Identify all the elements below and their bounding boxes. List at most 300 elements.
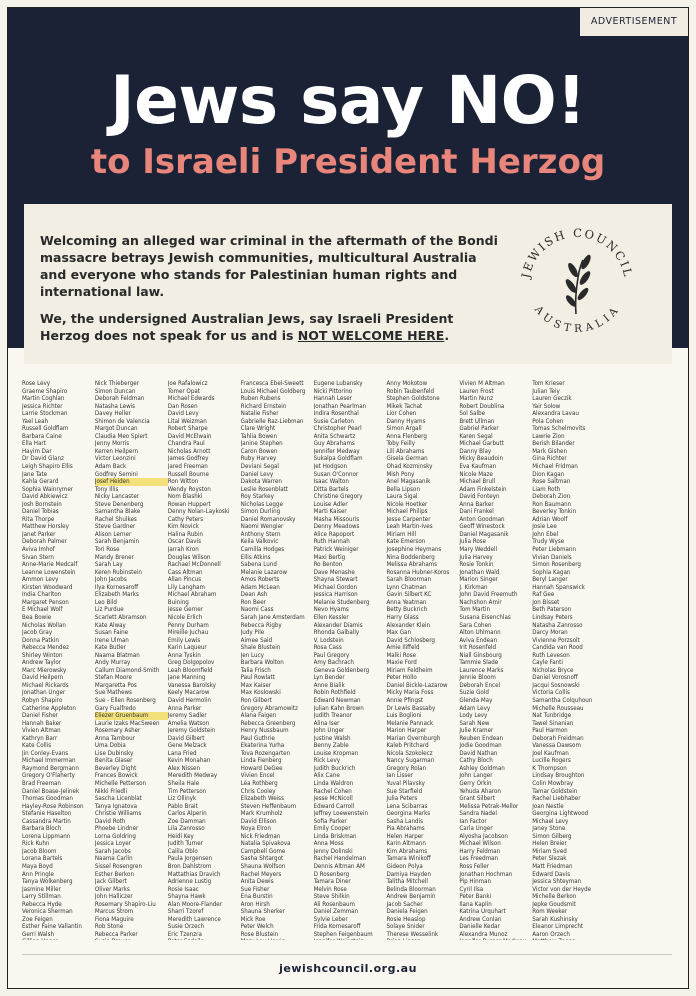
- signatory-name: Alexandra Munoz: [459, 930, 508, 938]
- signatory-name: Melanie Pannack: [386, 719, 434, 727]
- signatory-name: Leanne Lowenstein: [22, 568, 76, 576]
- signatory-name: Jane Tate: [22, 470, 48, 478]
- signatory-name: Anna Parker: [167, 704, 202, 712]
- signatory-name: Colin Mowbray: [532, 779, 574, 787]
- signatory-name: Anne Bialik: [313, 681, 345, 689]
- signatory-name: Peter Liebmann: [532, 546, 576, 554]
- signatory-column: [168, 380, 241, 940]
- signatory-name: Julian Teiy: [532, 387, 560, 395]
- statement-end: .: [444, 328, 450, 343]
- signatory-name: Jonathan Pearlman: [313, 402, 367, 410]
- signatory-name: Vanessa Barolsky: [167, 681, 216, 689]
- signatory-name: Alina Iser: [313, 719, 340, 727]
- signatory-name: Rebecca Greenberg: [240, 719, 296, 727]
- signatory-name: Nicholas Wollan: [22, 621, 66, 629]
- signatory-name: Stephen Feigenbaum: [313, 930, 373, 938]
- signatory-name: Peter Banki: [459, 893, 492, 901]
- signatory-name: Meredith Lawrence: [167, 915, 221, 923]
- signatory-name: Susie Orzech: [167, 923, 205, 931]
- signatory-name: Vanessa Dawsom: [532, 742, 581, 750]
- signatory-name: Linda Waldron: [313, 779, 354, 787]
- signatory-name: Ilya Kornesaroff: [94, 583, 139, 591]
- signatory-name: Jacob Gray: [22, 629, 53, 637]
- signatory-name: Michael Abraham: [167, 591, 217, 599]
- signatory-name: Steve Denenberg: [94, 500, 144, 508]
- signatory-name: Sue Starfield: [386, 787, 423, 795]
- signatory-name: Tori Rose: [94, 546, 120, 554]
- signatory-name: Bea Bowie: [22, 613, 52, 621]
- signatory-name: Gavin Silbert KC: [386, 591, 432, 599]
- signatory-name: Anthony Stern: [240, 530, 281, 538]
- signatory-name: Sheila Hale: [167, 779, 200, 787]
- signatory-name: [314, 938, 387, 940]
- signatory-name: Lana Fried: [167, 749, 197, 757]
- signatory-name: Rom Weeker: [532, 908, 568, 916]
- signatory-name: Rachel Handelman: [313, 855, 367, 863]
- signatory-name: Phoebe Lindner: [94, 825, 139, 833]
- signatory-name: Fiona Maguire: [94, 915, 134, 923]
- signatory-name: Paula Jorgensen: [167, 855, 213, 863]
- signatory-name: Naama Carlin: [94, 855, 133, 863]
- signatory-name: Rebecca Parker: [94, 930, 138, 938]
- statement-text: [40, 232, 500, 354]
- signatory-name: Tanya Wolkenberg: [22, 878, 73, 886]
- signatory-name: Shimon de Valencia: [94, 417, 150, 425]
- signatory-name: Hayley-Rose Robinson: [22, 802, 84, 810]
- signatory-name: Jessica Loyer: [94, 840, 131, 848]
- signatory-name: Janine Stephen: [240, 440, 283, 448]
- signatory-name: Michael Brull: [459, 478, 496, 486]
- signatory-name: Robin Rothfield: [313, 689, 356, 697]
- signatory-name: Max Koslowski: [240, 689, 281, 697]
- signatory-name: Brad Freeman: [22, 779, 61, 787]
- signatory-name: Ron Baumann: [532, 500, 572, 508]
- signatory-name: Georgina Lightwood: [532, 810, 589, 818]
- signatory-name: Sarah Kushinsky: [532, 915, 578, 923]
- signatory-name: Berish Bilander: [532, 440, 575, 448]
- signatory-name: Margot Duncan: [94, 425, 138, 433]
- signatory-name: Ron Witton: [167, 478, 199, 486]
- olive-branch-icon: [564, 253, 593, 314]
- signatory-name: Andy Murray: [94, 659, 131, 667]
- signatory-name: Rosie Isaac: [167, 885, 199, 893]
- signatory-name: Daniel Magasanik: [459, 530, 509, 538]
- signatory-name: Judy Pile: [240, 629, 265, 637]
- signatory-name: Amelia Watson: [167, 719, 210, 727]
- signatory-name: Calila Oblo: [167, 847, 198, 855]
- signatory-name: Alana Faigen: [240, 712, 277, 720]
- signatory-name: Kathryn Barr: [22, 734, 58, 742]
- signatory-name: Sylvie Leber: [313, 915, 348, 923]
- signatory-name: Georgina Marks: [386, 810, 431, 818]
- signatory-name: Louis Michael Goldberg: [240, 387, 306, 395]
- signatory-name: Harry Glass: [386, 613, 419, 621]
- signatory-name: Glenda May: [459, 696, 493, 704]
- signatory-name: Kaleb Pritchard: [386, 742, 429, 750]
- signatory-name: Lynn Chatman: [386, 583, 427, 591]
- signatory-name: Eliezer Gruenbaum: [95, 712, 168, 720]
- signatory-name: Lily Langham: [167, 583, 205, 591]
- signatory-name: Anita Schwartz: [313, 432, 356, 440]
- signatory-name: Kim Abrahams: [386, 847, 428, 855]
- signatory-name: Rachel Meyers: [240, 870, 282, 878]
- signatory-name: Nicholas Arnott: [167, 447, 211, 455]
- signatory-name: John Unger: [313, 727, 345, 735]
- signatory-name: Daniel Tobias: [22, 508, 59, 516]
- signatory-name: Sukalpa Goldflam: [313, 455, 363, 463]
- signatory-name: Michael Wilson: [459, 840, 501, 848]
- signatory-name: Kahla Gerard: [22, 478, 59, 486]
- signatory-name: Rebecca Rigby: [240, 621, 282, 629]
- signatory-name: Lena Scibarras: [386, 802, 428, 810]
- signatory-name: Kate Alway: [94, 621, 126, 629]
- signatory-name: Gregory Abramowitz: [240, 704, 298, 712]
- signatory-name: Sara Cohen: [459, 621, 492, 629]
- signatory-name: Tahlia Bowen: [240, 432, 277, 440]
- signatory-name: Vivienne Porzsolt: [532, 636, 580, 644]
- signatory-name: Candida van Rood: [532, 644, 583, 652]
- signatory-name: Judith Buckrich: [313, 764, 356, 772]
- signatory-name: Melissa Abrahams: [386, 561, 438, 569]
- signatory-name: Betty Buckrich: [386, 606, 428, 614]
- signatory-name: Hayim Dar: [22, 447, 52, 455]
- signatory-name: Emily Lewis: [167, 636, 201, 644]
- signatory-name: Geneva Goldenberg: [313, 666, 370, 674]
- signatory-name: Josh Bornstein: [22, 500, 62, 508]
- signatory-name: Sue Fisher: [240, 885, 270, 893]
- signatory-name: Alexander Diamis: [313, 621, 363, 629]
- signatory-name: Rachael McDonnell: [167, 561, 221, 569]
- signatory-name: Christine Gregory: [313, 493, 363, 501]
- signatory-name: Roy Starkey: [240, 493, 274, 501]
- signatory-name: Ruth Hannah: [313, 538, 350, 546]
- signatory-name: Ruth Leveson: [532, 651, 570, 659]
- signatory-name: Rachel Liebhaber: [532, 795, 581, 803]
- signatory-name: Hannah Baker: [22, 719, 62, 727]
- signatory-name: Vivien M Altman: [459, 380, 505, 387]
- signatory-name: Joan Nestle: [532, 802, 564, 810]
- signatory-name: Carla Unger: [459, 825, 493, 833]
- signatory-name: Michael Edwards: [167, 395, 215, 403]
- signatory-name: Russell Bourne: [167, 470, 209, 478]
- signatory-name: Janey Stone: [532, 825, 566, 833]
- signatory-name: [22, 938, 95, 940]
- signatory-name: David Schlosberg: [386, 636, 435, 644]
- signatory-name: Adrian Woolf: [532, 515, 568, 523]
- signatory-name: Danielle Kedar: [459, 923, 500, 931]
- signatory-name: Sue - Ellen Rosenberg: [94, 696, 156, 704]
- signatory-name: Michael Levy: [532, 817, 569, 825]
- signatory-name: Maxi Bertig: [313, 553, 346, 561]
- signatory-name: Tom Martin: [459, 606, 491, 614]
- signatory-name: Miriam Sved: [532, 847, 567, 855]
- signatory-name: V. Lodstein: [313, 636, 344, 644]
- signatory-name: Halina Rubin: [167, 530, 203, 538]
- signatory-name: Annie Pfingst: [386, 696, 424, 704]
- signatory-name: Guy Abrahams: [313, 440, 355, 448]
- signatory-name: Ellen Kessler: [313, 613, 349, 621]
- signatory-name: Anna Barker: [459, 500, 494, 508]
- signatory-name: Beryl Langer: [532, 576, 568, 584]
- signatory-name: Nikki Friedli: [94, 787, 128, 795]
- signatory-name: Penny Durham: [167, 621, 209, 629]
- signatory-name: Natalia Spivakova: [240, 840, 291, 848]
- signatory-name: Andrew Conlan: [459, 915, 502, 923]
- signatory-name: Lorna Goldring: [94, 832, 136, 840]
- signatory-name: Deborah Freidman: [532, 734, 584, 742]
- signatory-name: Elizabeth Weiss: [240, 795, 284, 803]
- signatory-name: Michelle Rousseau: [532, 704, 584, 712]
- signatory-name: Cyril Ilsa: [459, 885, 484, 893]
- signatory-name: Daniel Fisher: [22, 712, 58, 720]
- signatory-name: Kirsten Woodward: [22, 583, 73, 591]
- signatory-name: Mikek Tachat: [386, 402, 423, 410]
- signatory-column: [95, 380, 168, 940]
- signatory-name: Anton Goodman: [459, 515, 505, 523]
- signatory-name: Susana Eisenchlas: [459, 613, 511, 621]
- signatory-name: Leigh Shapiro Ellis: [22, 463, 73, 471]
- signatory-name: Jeffrey Loewenstein: [313, 810, 369, 818]
- signatory-name: Lorana Bartels: [22, 855, 63, 863]
- signatory-name: Deborah Feldman: [94, 395, 145, 403]
- signatory-name: Julia Peters: [386, 795, 418, 803]
- signatory-name: Lindsay Broughton: [532, 772, 585, 780]
- signatory-name: Daniel Zemman: [313, 908, 359, 916]
- signatory-name: Josie Lee: [532, 523, 557, 531]
- signatory-name: Nom Blashki: [167, 493, 203, 501]
- signatory-name: Michelle Petterson: [94, 779, 147, 787]
- signatory-name: Keila Valkovic: [240, 538, 279, 546]
- signatory-name: Reuben Endean: [459, 734, 504, 742]
- signatory-name: Natalie Fisher: [240, 410, 279, 418]
- signatory-name: Vivien Encel: [240, 772, 275, 780]
- signatory-name: Tomas Schelmovits: [532, 425, 586, 433]
- signatory-name: Micky Maria Foss: [386, 689, 434, 697]
- signatory-name: Pip Hinman: [459, 878, 492, 886]
- signatory-name: Barbara Caine: [22, 432, 62, 440]
- signatory-name: Sarah Benjamin: [94, 538, 140, 546]
- signatory-name: John David Freemuth: [459, 591, 518, 599]
- signatory-name: Barbara Wolton: [240, 659, 284, 667]
- signatory-name: Mandy Brener: [94, 553, 134, 561]
- signatory-name: Danny Hyams: [386, 417, 426, 425]
- advertisement-label: ADVERTISEMENT: [580, 8, 688, 36]
- signatory-name: Léa Rothberg: [240, 779, 278, 787]
- signatory-name: Susie Carleton: [313, 417, 354, 425]
- signatory-name: Gregory O'Flaherty: [22, 772, 75, 780]
- signatory-column: [532, 380, 605, 940]
- signatory-name: Belinda Bloorman: [386, 885, 436, 893]
- signatory-name: David McElwain: [167, 432, 212, 440]
- signatory-name: Robin Taubenfeld: [386, 387, 435, 395]
- signatory-name: Deborah Palmer: [22, 538, 67, 546]
- signatory-name: Shauna Sherker: [240, 908, 285, 916]
- signatory-name: Niall Ginsbourg: [459, 651, 502, 659]
- signatory-name: Jennie Bloom: [459, 674, 496, 682]
- signatory-name: Eleanor Limprecht: [532, 923, 584, 931]
- signatory-name: Natasha Lewis: [94, 402, 136, 410]
- signatory-name: Jeremy Sadler: [167, 712, 207, 720]
- signatory-name: Jane Manning: [167, 674, 206, 682]
- signatory-name: Graeme Shapiro: [22, 387, 68, 395]
- not-welcome-emphasis: NOT WELCOME HERE: [297, 328, 445, 343]
- signatory-name: Jesse Carpenter: [386, 515, 431, 523]
- signatory-name: Lyn Bender: [313, 674, 345, 682]
- signatory-name: Deviani Segal: [240, 463, 279, 471]
- signatory-name: Uma Dobia: [94, 742, 126, 750]
- signatory-name: Rick Kuhn: [22, 840, 50, 848]
- signatory-name: Leslie Rosenblatt: [240, 485, 288, 493]
- signatory-name: Jet Hodgson: [313, 463, 348, 471]
- signatory-name: Sharri Tzoref: [167, 908, 204, 916]
- headline: Jews say NO!: [110, 62, 586, 139]
- signatory-name: Patrick Weiniger: [313, 546, 359, 554]
- footer-url: jewishcouncil.org.au: [279, 962, 417, 975]
- signatory-name: Matthew Horsley: [22, 523, 69, 531]
- signatory-name: Callum Diamond-Smith: [94, 666, 160, 674]
- signatory-name: Rose Levy: [22, 380, 51, 387]
- signatory-name: Max Kaiser: [240, 681, 272, 689]
- signatory-name: Hannah Spanswick: [532, 583, 585, 591]
- signatory-name: Lindsay Peters: [532, 613, 573, 621]
- signatory-name: Anel Magasanik: [386, 478, 431, 486]
- signatory-name: Ron Beer: [240, 598, 266, 606]
- signatory-name: Sascha Licenblat: [94, 795, 142, 803]
- signatory-name: Masha Missouris: [313, 515, 360, 523]
- signatory-name: Martin Nunz: [459, 395, 494, 403]
- signatory-name: Paul Guthrie: [240, 734, 275, 742]
- signatory-name: Marcus Strom: [94, 908, 134, 916]
- signatory-name: Rosemary Shapiro-Liu: [94, 900, 156, 908]
- signatory-name: David Gilbert: [167, 734, 205, 742]
- signatory-name: Harry Feldman: [459, 847, 501, 855]
- signatory-name: Suzie Gold: [459, 689, 489, 697]
- signatory-name: Daniel Romanovsky: [240, 515, 296, 523]
- signatory-name: Nancy Sugarman: [386, 757, 435, 765]
- signatory-name: Clare Wright: [240, 425, 276, 433]
- signatory-name: Gene Melzack: [167, 742, 207, 750]
- signatory-name: Christopher Pearl: [313, 425, 362, 433]
- signatory-name: Keely Macarow: [167, 689, 210, 697]
- signatory-name: Dean Ash: [240, 591, 268, 599]
- signatory-name: Jenny Morris: [94, 440, 130, 448]
- signatory-name: Nicki Pittorino: [313, 387, 353, 395]
- signatory-name: Godfrey Semini: [94, 470, 138, 478]
- signatory-name: Micky Beaudoin: [459, 455, 504, 463]
- signatory-name: Esther Faine Vallantin: [22, 923, 82, 931]
- signatory-name: Eva Kaufman: [459, 463, 497, 471]
- signatory-name: Vivian Daniels: [532, 553, 572, 561]
- signatory-name: Lital Weizman: [167, 417, 207, 425]
- signatory-name: John Langer: [459, 772, 493, 780]
- signatory-name: Marion Singer: [459, 576, 498, 584]
- signatory-name: Julie Kramer: [459, 727, 494, 735]
- signatory-name: Nicole Maze: [459, 470, 493, 478]
- signatory-name: Zoe Damman: [167, 817, 206, 825]
- signatory-name: Elizabeth Marks: [94, 591, 139, 599]
- signatory-name: Nicole Hoetker: [386, 500, 428, 508]
- signatory-name: Gerry Orkin: [459, 779, 492, 787]
- signatory-name: Jessica Harrison: [313, 591, 358, 599]
- signatory-name: Malki Rose: [386, 651, 417, 659]
- signatory-name: K Thompson: [532, 764, 567, 772]
- signatory-name: Gregory Rolan: [386, 764, 427, 772]
- signatory-name: Robyn Shapiro: [22, 696, 63, 704]
- signatory-name: Alexander Klein: [386, 621, 431, 629]
- signatory-name: Frida Kornesaroff: [313, 923, 361, 931]
- signatory-name: Emily Cooper: [313, 825, 351, 833]
- signatory-name: [459, 938, 532, 940]
- signatory-name: Sandra Nadel: [459, 810, 497, 818]
- signatory-name: Amy Bachrach: [313, 659, 354, 667]
- signatory-name: Daniel Levy: [240, 470, 274, 478]
- signatory-name: Karin Laqueur: [167, 644, 207, 652]
- signatory-name: Lise Dubinsky: [94, 749, 134, 757]
- signatory-name: David Abkiewicz: [22, 493, 68, 501]
- signatory-name: Lauren Frost: [459, 387, 494, 395]
- signatory-name: Bron Dahlstrom: [167, 863, 212, 870]
- signatory-name: Danny Blay: [459, 447, 492, 455]
- signatory-name: Tim Petterson: [167, 787, 207, 795]
- signatory-name: Denny Nolan-Laykoski: [167, 508, 230, 516]
- signatory-name: Lila Zanrosso: [167, 825, 205, 833]
- signatory-name: Adam Finkelstein: [459, 485, 507, 493]
- signatory-name: Marti Kaiser: [313, 508, 347, 516]
- signatory-name: Miriam Hill: [386, 530, 417, 538]
- signatory-name: Ekaterina Yurha: [240, 742, 285, 750]
- signatory-name: Jacqui Sosnowski: [532, 681, 580, 689]
- signatory-name: Rosa Cass: [313, 644, 342, 652]
- signatory-name: Shauna Wolfson: [240, 863, 286, 870]
- signatory-name: Caron Bowen: [240, 447, 278, 455]
- signatory-name: Vivien Altman: [22, 727, 61, 735]
- signatory-name: Sol Salbe: [459, 410, 486, 418]
- signatory-name: Michael Gordon: [313, 583, 358, 591]
- signatory-name: Denny Meadows: [313, 523, 360, 531]
- signatory-name: Mick Roe: [240, 915, 266, 923]
- signatory-name: Cassandra Martin: [22, 817, 71, 825]
- signatory-name: Jonathan Hochman: [459, 870, 513, 878]
- signatory-name: Ann Pringle: [22, 870, 54, 878]
- signatory-name: Michael Rickards: [22, 681, 69, 689]
- signatory-name: Linda Fienberg: [240, 757, 282, 765]
- signatory-name: Simon Gilberg: [532, 832, 572, 840]
- signatory-name: Carlos Alperin: [167, 810, 207, 818]
- signatory-name: Ena Burstin: [240, 893, 273, 901]
- signatory-name: Marian Overnburgh: [386, 734, 441, 742]
- signatory-name: Mattathias Dravich: [167, 870, 221, 878]
- signatory-name: Marc Mierowsky: [22, 666, 67, 674]
- signatory-name: Oscar Davis: [167, 538, 202, 546]
- signatory-name: Lorena Lippmann: [22, 832, 71, 840]
- signatory-name: Nicky Lancaster: [94, 493, 140, 501]
- signatory-name: [241, 938, 314, 940]
- signatory-name: Josephine Heymans: [386, 546, 442, 554]
- signatory-name: Ammon Levy: [22, 576, 59, 584]
- signatory-name: Laurence Marks: [459, 666, 504, 674]
- signatory-name: Ali Rosenbaum: [313, 900, 355, 908]
- signatory-column: [241, 380, 314, 940]
- signatory-name: Ruby Harvey: [240, 455, 277, 463]
- signatory-name: Meredith Medway: [167, 772, 218, 780]
- signatory-name: Rosemary Asher: [94, 727, 141, 735]
- signatory-name: Gina Richter: [532, 455, 567, 463]
- logo-top-text: JEWISH COUNCIL: [518, 225, 636, 280]
- signatory-name: Cathy Bloch: [459, 757, 493, 765]
- signatory-name: David Hermolin: [167, 696, 211, 704]
- signatory-name: Samantha Colquhoun: [532, 696, 593, 704]
- signatory-name: Josef Heiden: [95, 478, 168, 486]
